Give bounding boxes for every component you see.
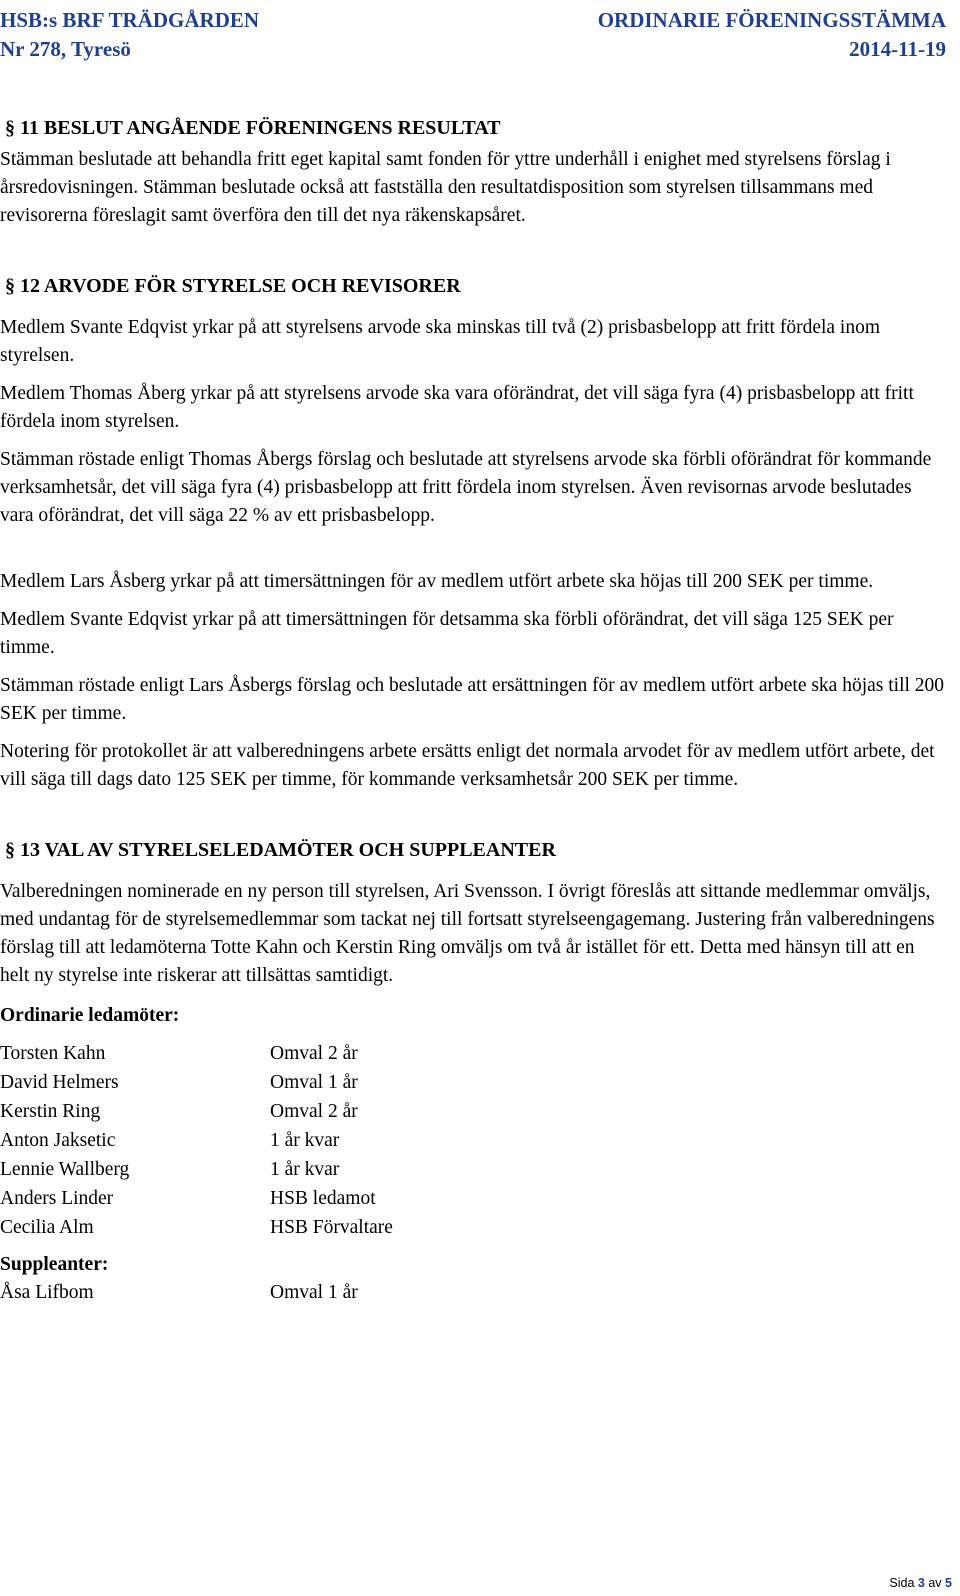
member-name: Anders Linder — [0, 1188, 114, 1209]
member-name: Torsten Kahn — [0, 1043, 106, 1064]
document-body — [0, 114, 945, 1308]
table-row — [0, 1098, 393, 1127]
table-row — [0, 1214, 393, 1243]
member-name: Cecilia Alm — [0, 1217, 94, 1238]
section-12-paragraph: Medlem Lars Åsberg yrkar på att timersättningen för av medlem utfört arbete ska höjas till 200 SEK per timme. — [0, 571, 874, 592]
current-page: 3 — [917, 1576, 925, 1590]
document-title: ORDINARIE FÖRENINGSSTÄMMA — [597, 8, 946, 32]
ordinary-members-table — [0, 1040, 393, 1243]
section-12-paragraph: Stämman röstade enligt Lars Åsbergs förslag och beslutade att ersättningen för av medlem utfört arbete ska höjas till 200 SEK per timme. — [0, 675, 945, 724]
section-11-paragraph: Stämman beslutade att behandla fritt eget kapital samt fonden för yttre underhåll i enighet med styrelsens förslag i årsredovisningen. Stämman beslutade också att fastställa den resultatdisposition som styrelsen tillsammans med revisorerna föreslagit samt överföra den till det nya räkenskapsåret. — [0, 149, 891, 226]
member-status: HSB Förvaltare — [270, 1217, 393, 1238]
member-status: 1 år kvar — [270, 1159, 340, 1180]
table-row — [0, 1069, 393, 1098]
page-label: Sida — [889, 1576, 915, 1590]
member-name: David Helmers — [0, 1072, 119, 1093]
table-row — [0, 1185, 393, 1214]
document-header-left — [0, 6, 259, 64]
page-number — [889, 1576, 952, 1590]
organization-name: HSB:s BRF TRÄDGÅRDEN — [0, 8, 260, 32]
organization-number: Nr 278, Tyresö — [0, 37, 131, 61]
section-12-paragraph: Medlem Thomas Åberg yrkar på att styrelsens arvode ska vara oförändrat, det vill säga fyra (4) prisbasbelopp att fritt fördela inom styrelsen. — [0, 383, 914, 432]
ordinary-members-heading: Ordinarie ledamöter: — [0, 1005, 180, 1026]
substitutes-heading: Suppleanter: — [0, 1254, 109, 1275]
member-status: HSB ledamot — [270, 1188, 376, 1209]
substitute-status: Omval 1 år — [270, 1282, 358, 1303]
section-12-paragraph: Medlem Svante Edqvist yrkar på att timersättningen för detsamma ska förbli oförändrat, det vill säga 125 SEK per timme. — [0, 609, 894, 658]
member-status: Omval 2 år — [270, 1101, 358, 1122]
member-name: Lennie Wallberg — [0, 1159, 130, 1180]
member-status: 1 år kvar — [270, 1130, 340, 1151]
member-status: Omval 2 år — [270, 1043, 358, 1064]
total-pages: 5 — [945, 1576, 952, 1590]
section-12-paragraph: Stämman röstade enligt Thomas Åbergs förslag och beslutade att styrelsens arvode ska förbli oförändrat för kommande verksamhetsår, det vill säga fyra (4) prisbasbelopp att fritt fördela inom styrelsen. Även revisornas arvode beslutades vara oförändrat, det vill säga 22 % av ett prisbasbelopp. — [0, 449, 932, 526]
page-separator: av — [928, 1576, 942, 1590]
member-name: Kerstin Ring — [0, 1101, 101, 1122]
member-name: Anton Jaksetic — [0, 1130, 116, 1151]
substitute-name: Åsa Lifbom — [0, 1282, 94, 1303]
section-11-heading: § 11 BESLUT ANGÅENDE FÖRENINGENS RESULTAT — [5, 117, 501, 139]
section-12-paragraph: Medlem Svante Edqvist yrkar på att styrelsens arvode ska minskas till två (2) prisbasbelopp att fritt fördela inom styrelsen. — [0, 317, 881, 366]
substitutes-table — [0, 1279, 358, 1308]
section-13-heading: § 13 VAL AV STYRELSELEDAMÖTER OCH SUPPLEANTER — [5, 839, 556, 861]
table-row — [0, 1279, 358, 1308]
table-row — [0, 1040, 393, 1069]
board-members — [0, 1002, 945, 1308]
table-row — [0, 1156, 393, 1185]
section-13-paragraph: Valberedningen nominerade en ny person till styrelsen, Ari Svensson. I övrigt föreslås att sittande medlemmar omväljs, med undantag för de styrelsemedlemmar som tackat nej till fortsatt styrelseengagemang. Justering från valberedningens förslag till att ledamöterna Totte Kahn och Kerstin Ring omväljs om två år istället för ett. Detta med hänsyn till att en helt ny styrelse inte riskerar att tillsättas samtidigt. — [0, 881, 935, 986]
document-header-right — [598, 6, 946, 64]
table-row — [0, 1127, 393, 1156]
document-date: 2014-11-19 — [849, 37, 946, 61]
section-12-paragraph: Notering för protokollet är att valberedningens arbete ersätts enligt det normala arvodet för av medlem utfört arbete, det vill säga till dags dato 125 SEK per timme, för kommande verksamhetsår 200 SEK per timme. — [0, 741, 935, 790]
member-status: Omval 1 år — [270, 1072, 358, 1093]
section-12-heading: § 12 ARVODE FÖR STYRELSE OCH REVISORER — [5, 275, 461, 297]
